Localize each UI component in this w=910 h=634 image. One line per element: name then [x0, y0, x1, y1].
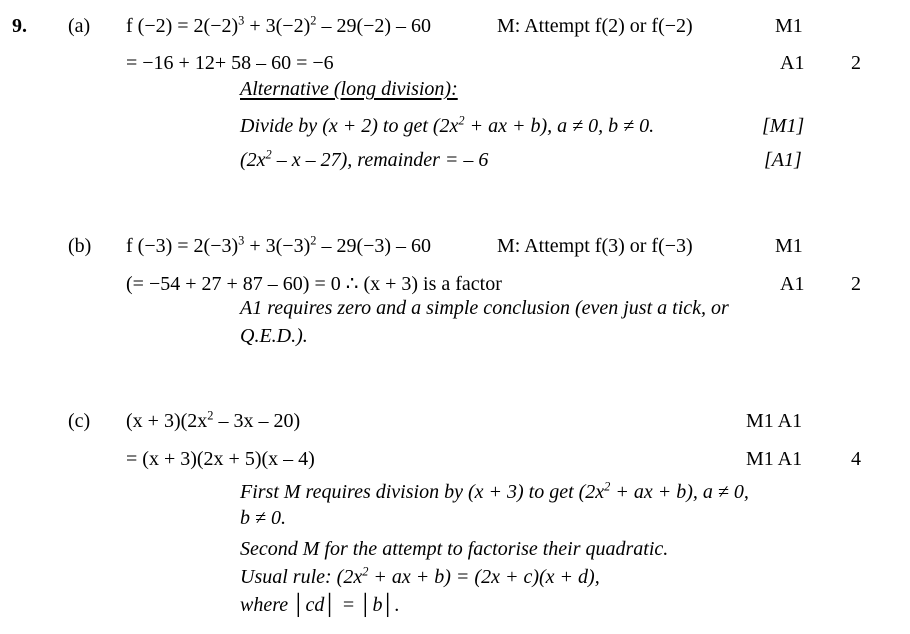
part-c-working-line-1: $(x + 3)(2x^2 - 3x - 20)$ — [126, 408, 301, 432]
part-b-award-1: M1 — [775, 235, 803, 257]
part-c-guidance-line-5: where │cd│ = │b│. — [240, 594, 400, 616]
part-b-total-marks: 2 — [851, 273, 861, 295]
part-c-total-marks: 4 — [851, 448, 861, 470]
part-a-label: (a) — [68, 15, 91, 37]
part-a-alternative-step-1: Divide by (x + 2) to get ($2x^2$ + ax + b), a ≠ 0, b ≠ 0. — [240, 113, 655, 137]
question-number: 9. — [12, 15, 27, 37]
part-c-working-line-2: = (x + 3)(2x + 5)(x – 4) — [126, 448, 315, 470]
part-c-award-2: M1 A1 — [746, 448, 803, 470]
part-b-working-line-1: f $(-3) = 2(-3)^3 + 3(-3)^2 - 29(-3) - 60$ — [126, 233, 432, 257]
part-c-guidance-line-2: b ≠ 0. — [240, 507, 286, 529]
part-a-alternative-heading: Alternative (long division): — [240, 78, 458, 100]
part-b-guidance-line-1: A1 requires zero and a simple conclusion (even just a tick, or — [240, 297, 729, 319]
part-b-award-2: A1 — [780, 273, 805, 295]
part-b-guidance-line-2: Q.E.D.). — [240, 325, 308, 347]
part-c-award-1: M1 A1 — [746, 410, 803, 432]
part-a-award-2: A1 — [780, 52, 805, 74]
part-a-alternative-award-1: [M1] — [762, 115, 805, 137]
part-a-alternative-award-2: [A1] — [764, 149, 802, 171]
part-c-guidance-line-4: Usual rule: ($2x^2$ + ax + b) = (2x + c)(x + d), — [240, 564, 600, 588]
part-c-guidance-line-1: First M requires division by (x + 3) to get ($2x^2$ + ax + b), a ≠ 0, — [240, 479, 749, 503]
part-a-award-1: M1 — [775, 15, 803, 37]
part-a-alternative-step-2: ($2x^2$ – x – 27), remainder = – 6 — [240, 147, 489, 171]
part-a-working-line-1: f $(-2) = 2(-2)^3 + 3(-2)^2 - 29(-2) - 60$ — [126, 13, 432, 37]
part-c-label: (c) — [68, 410, 91, 432]
part-a-total-marks: 2 — [851, 52, 861, 74]
part-c-guidance-line-3: Second M for the attempt to factorise their quadratic. — [240, 538, 669, 560]
part-b-label: (b) — [68, 235, 92, 257]
part-a-working-line-2: = −16 + 12+ 58 – 60 = −6 — [126, 52, 334, 74]
part-a-method-note: M: Attempt f(2) or f(−2) — [497, 15, 693, 37]
part-b-method-note: M: Attempt f(3) or f(−3) — [497, 235, 693, 257]
part-b-working-line-2: (= −54 + 27 + 87 – 60) = 0 ∴ (x + 3) is a factor — [126, 273, 502, 295]
